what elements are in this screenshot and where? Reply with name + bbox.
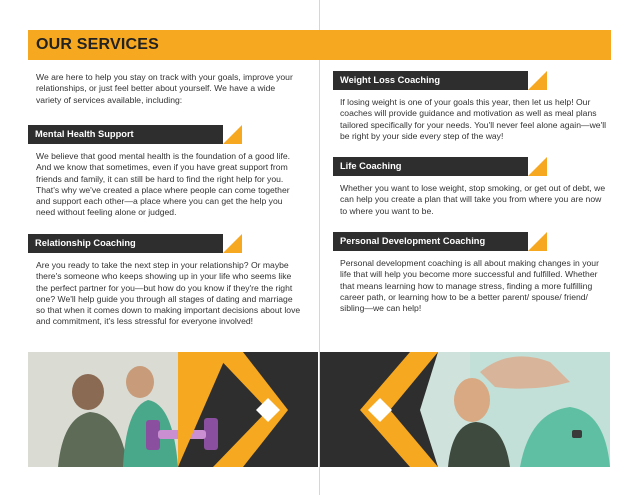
person-head-shape — [72, 374, 104, 410]
section-body-personal-development: Personal development coaching is all about making changes in your life that will help you become more successful and fulfilled. Whether that means learning how to manage stress, finding a more fulfilling career path, or learning how to be a better parent/ spouse/ friend/ sibling—we can help! — [340, 258, 599, 314]
heading-accent-triangle — [528, 71, 547, 90]
heading-accent-triangle — [223, 125, 242, 144]
heading-label: Mental Health Support — [28, 125, 223, 144]
section-body-relationship: Are you ready to take the next step in your relationship? Or maybe there's someone who keeps showing up in your life who seems like the perfect partner for you—but how do you know if they're the right one? We'll help guide you through all stages of dating and marriage so that when it comes down to making important decisions about love and commitment, it's less stressful for everyone involved! — [36, 260, 301, 327]
heading-accent-triangle — [528, 157, 547, 176]
heading-label: Relationship Coaching — [28, 234, 223, 253]
section-heading-mental-health — [28, 125, 242, 144]
page-title: OUR SERVICES — [36, 36, 160, 53]
heading-accent-triangle — [223, 234, 242, 253]
heading-label: Personal Development Coaching — [333, 232, 528, 251]
section-heading-relationship — [28, 234, 242, 253]
section-heading-life-coaching — [333, 157, 547, 176]
section-heading-personal-development — [333, 232, 547, 251]
heading-accent-triangle — [528, 232, 547, 251]
heading-label: Life Coaching — [333, 157, 528, 176]
bottom-band-left — [28, 352, 318, 467]
section-body-weight-loss: If losing weight is one of your goals this year, then let us help! Our coaches will provide guidance and motivation as well as meal plans tailored specifically for your needs. You'll never feel alone again—we'll be right by your side every step of the way! — [340, 97, 607, 141]
band-left-graphic — [28, 352, 318, 467]
section-heading-weight-loss — [333, 71, 547, 90]
intro-text: We are here to help you stay on track with your goals, improve your relationships, or just feel better about yourself. We have a wide variety of services available, including: — [36, 72, 293, 105]
section-body-mental-health: We believe that good mental health is the foundation of a good life. And we know that sometimes, even if you have great support from friends and family, it can still be hard to find the right help for you. That's why we've created a place where people can come together and support each other—a place where you can get the help you need without feeling alone or judged. — [36, 151, 291, 218]
heading-label: Weight Loss Coaching — [333, 71, 528, 90]
patient-head-shape — [454, 378, 490, 422]
band-right-graphic — [320, 352, 610, 467]
bottom-band-right — [320, 352, 610, 467]
section-body-life-coaching: Whether you want to lose weight, stop smoking, or get out of debt, we can help you create a plan that will take you from where you are now to where you want to be. — [340, 183, 606, 216]
orange-chevron-left — [178, 352, 228, 467]
